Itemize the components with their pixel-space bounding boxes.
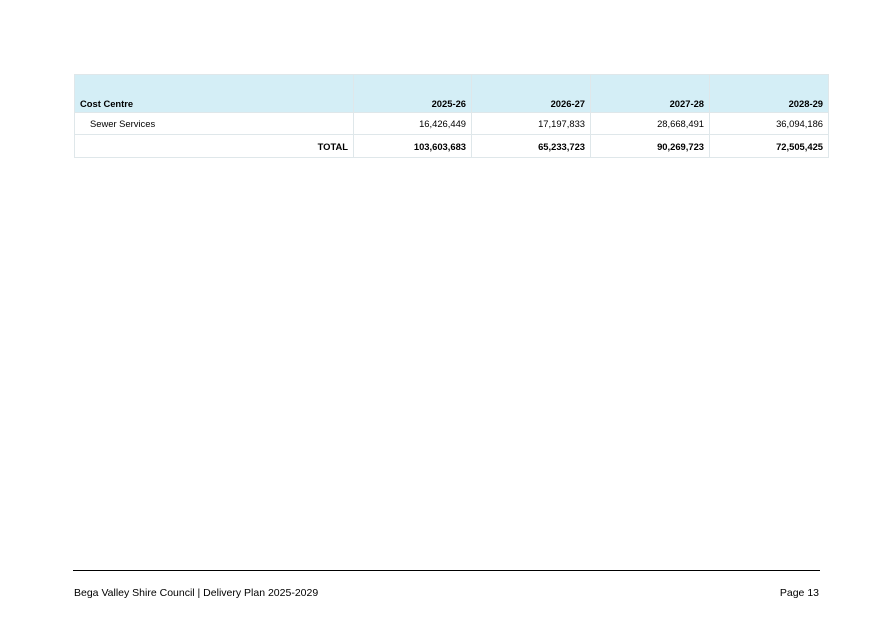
footer-divider bbox=[73, 570, 820, 571]
total-value-2027-28: 90,269,723 bbox=[591, 135, 710, 158]
row-value-2028-29: 36,094,186 bbox=[710, 113, 829, 135]
header-year-2025-26: 2025-26 bbox=[354, 75, 472, 113]
total-value-2028-29: 72,505,425 bbox=[710, 135, 829, 158]
header-cost-centre: Cost Centre bbox=[75, 75, 354, 113]
header-year-2027-28: 2027-28 bbox=[591, 75, 710, 113]
row-value-2025-26: 16,426,449 bbox=[354, 113, 472, 135]
row-cost-centre-name: Sewer Services bbox=[75, 113, 354, 135]
cost-centre-table bbox=[74, 74, 829, 158]
table-row bbox=[75, 113, 829, 135]
header-year-2026-27: 2026-27 bbox=[472, 75, 591, 113]
header-year-2028-29: 2028-29 bbox=[710, 75, 829, 113]
total-value-2025-26: 103,603,683 bbox=[354, 135, 472, 158]
row-value-2027-28: 28,668,491 bbox=[591, 113, 710, 135]
footer-page-number: Page 13 bbox=[779, 587, 819, 599]
total-row bbox=[75, 135, 829, 158]
row-value-2026-27: 17,197,833 bbox=[472, 113, 591, 135]
footer-document-title: Bega Valley Shire Council | Delivery Plan 2025-2029 bbox=[74, 587, 319, 599]
total-value-2026-27: 65,233,723 bbox=[472, 135, 591, 158]
table-header-row bbox=[75, 75, 829, 113]
total-label: TOTAL bbox=[75, 135, 354, 158]
